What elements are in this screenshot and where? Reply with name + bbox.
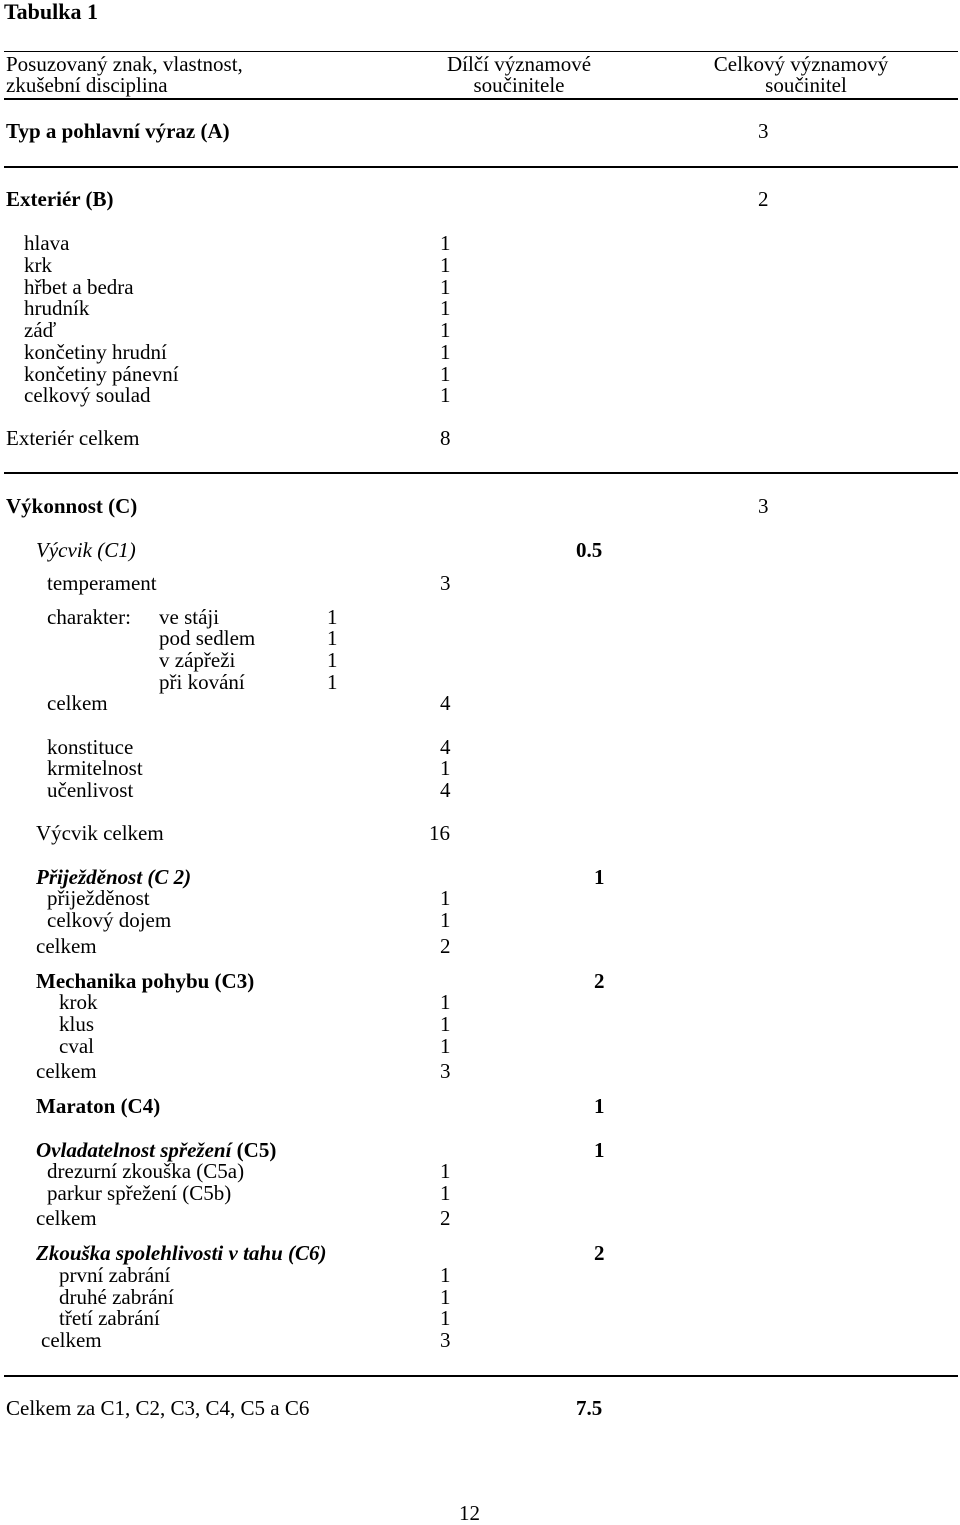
charakter-item-value: 1 [327, 626, 338, 650]
c5-label-tail: (C5) [231, 1138, 277, 1162]
c6-item-name: třetí zabrání [59, 1306, 160, 1330]
header-col3-line1: Celkový významový [713, 52, 889, 76]
c1-other-value: 4 [440, 735, 451, 759]
c2-weight: 1 [594, 865, 605, 889]
c2-item-name: celkový dojem [47, 908, 172, 932]
exterior-item-name: krk [24, 253, 52, 277]
c3-item-value: 1 [440, 990, 451, 1014]
c6-label: Zkouška spolehlivosti v tahu (C6) [36, 1241, 327, 1265]
c1-other-name: učenlivost [47, 778, 134, 802]
c1-other-name: krmitelnost [47, 756, 143, 780]
c2-item-value: 1 [440, 886, 451, 910]
c3-item-value: 1 [440, 1012, 451, 1036]
c1-sum-label: Výcvik celkem [36, 821, 164, 845]
section-c-total: 3 [758, 494, 769, 518]
charakter-item-name: při kování [159, 670, 245, 694]
header-col2-line1: Dílčí významové [446, 52, 592, 76]
c6-item-name: druhé zabrání [59, 1285, 174, 1309]
page-number: 12 [459, 1501, 480, 1525]
c5-item-value: 1 [440, 1159, 451, 1183]
charakter-item-value: 1 [327, 605, 338, 629]
c5-label [36, 1140, 276, 1161]
c3-sum-label: celkem [36, 1059, 97, 1083]
exterior-sum-label: Exteriér celkem [6, 426, 140, 450]
c3-item-value: 1 [440, 1034, 451, 1058]
c3-item-name: krok [59, 990, 98, 1014]
footer-row-label: Celkem za C1, C2, C3, C4, C5 a C6 [6, 1396, 310, 1420]
exterior-item-value: 1 [440, 231, 451, 255]
exterior-item-value: 1 [440, 362, 451, 386]
c6-item-value: 1 [440, 1285, 451, 1309]
c5-sum-label: celkem [36, 1206, 97, 1230]
charakter-item-value: 1 [327, 670, 338, 694]
section-c-label: Výkonnost (C) [6, 494, 138, 518]
c2-sum-value: 2 [440, 934, 451, 958]
c5-item-name: parkur spřežení (C5b) [47, 1181, 232, 1205]
temperament-value: 3 [440, 571, 451, 595]
header-col3-line2: součinitel [765, 73, 847, 97]
charakter-item-name: ve stáji [159, 605, 220, 629]
c6-item-value: 1 [440, 1263, 451, 1287]
c1-other-value: 4 [440, 778, 451, 802]
section-c-rule [4, 1375, 958, 1377]
header-col1-line2: zkušební disciplina [6, 73, 168, 97]
c3-label: Mechanika pohybu (C3) [36, 969, 255, 993]
c4-label: Maraton (C4) [36, 1094, 161, 1118]
c5-sum-value: 2 [440, 1206, 451, 1230]
c5-item-name: drezurní zkouška (C5a) [47, 1159, 245, 1183]
exterior-item-name: hrudník [24, 296, 90, 320]
c5-weight: 1 [594, 1138, 605, 1162]
charakter-item-name: pod sedlem [159, 626, 256, 650]
c2-label: Přiježděnost (C 2) [36, 865, 192, 889]
c3-weight: 2 [594, 969, 605, 993]
charakter-sum-value: 4 [440, 691, 451, 715]
section-a-total: 3 [758, 119, 769, 143]
c6-sum-label: celkem [41, 1328, 102, 1352]
section-b-rule [4, 472, 958, 474]
c6-item-value: 1 [440, 1306, 451, 1330]
exterior-item-value: 1 [440, 296, 451, 320]
exterior-item-name: hřbet a bedra [24, 275, 134, 299]
exterior-item-value: 1 [440, 318, 451, 342]
c1-weight: 0.5 [576, 538, 603, 562]
table-title: Tabulka 1 [4, 0, 98, 24]
exterior-item-value: 1 [440, 340, 451, 364]
header-col1-line1: Posuzovaný znak, vlastnost, [6, 52, 243, 76]
c6-sum-value: 3 [440, 1328, 451, 1352]
header-bottom-rule [4, 98, 958, 100]
c4-weight: 1 [594, 1094, 605, 1118]
c3-item-name: cval [59, 1034, 94, 1058]
c6-item-name: první zabrání [59, 1263, 171, 1287]
c5-item-value: 1 [440, 1181, 451, 1205]
c2-item-value: 1 [440, 908, 451, 932]
section-a-rule [4, 166, 958, 168]
exterior-item-name: hlava [24, 231, 70, 255]
exterior-item-value: 1 [440, 383, 451, 407]
charakter-item-value: 1 [327, 648, 338, 672]
c1-sum-value: 16 [429, 821, 450, 845]
footer-row-value: 7.5 [576, 1396, 603, 1420]
exterior-item-name: celkový soulad [24, 383, 151, 407]
c1-other-name: konstituce [47, 735, 134, 759]
temperament-label: temperament [47, 571, 157, 595]
exterior-item-name: končetiny pánevní [24, 362, 179, 386]
c2-item-name: přiježděnost [47, 886, 150, 910]
charakter-label: charakter: [47, 605, 131, 629]
c3-item-name: klus [59, 1012, 95, 1036]
section-b-label: Exteriér (B) [6, 187, 114, 211]
exterior-item-value: 1 [440, 275, 451, 299]
c1-other-value: 1 [440, 756, 451, 780]
charakter-item-name: v zápřeži [159, 648, 236, 672]
c6-weight: 2 [594, 1241, 605, 1265]
section-a-label: Typ a pohlavní výraz (A) [6, 119, 230, 143]
section-b-total: 2 [758, 187, 769, 211]
c3-sum-value: 3 [440, 1059, 451, 1083]
exterior-item-name: záď [24, 318, 57, 342]
exterior-item-name: končetiny hrudní [24, 340, 167, 364]
c2-sum-label: celkem [36, 934, 97, 958]
header-col2-line2: součinitele [473, 73, 565, 97]
charakter-sum-label: celkem [47, 691, 108, 715]
exterior-sum-value: 8 [440, 426, 451, 450]
c5-label-italic: Ovladatelnost spřežení [36, 1138, 232, 1162]
exterior-item-value: 1 [440, 253, 451, 277]
c1-label: Výcvik (C1) [36, 538, 136, 562]
